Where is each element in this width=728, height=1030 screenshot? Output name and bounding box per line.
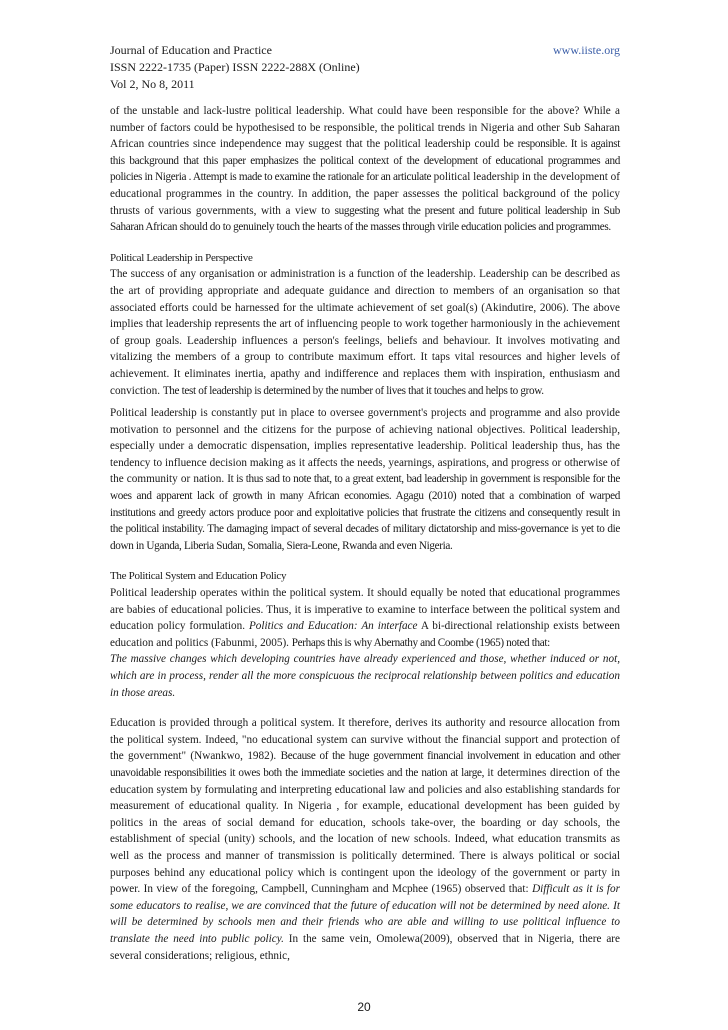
section-heading-political-system: The Political System and Education Policy: [110, 570, 287, 583]
text-education-provided: Education is provided through a political system. It therefore, derives its authority and resource allocation from the political system. Indeed, "no educational system can survive without the financial support and protection of the government" (Nwankwo, 1982).: [110, 717, 620, 763]
text-leadership-test: The test of leadership is determined by the number of lives that it touches and helps to grow.: [162, 384, 544, 397]
paragraph-education-political-system: [110, 715, 620, 964]
text-political-system: Political leadership operates within the political system. It should equally be noted that educational programmes are babies of educational policies. Thus, it is imperative to examine to interface between the political system and education policy formulation.: [110, 587, 620, 633]
journal-volume: Vol 2, No 8, 2011: [110, 77, 195, 91]
paragraph-leadership-success: [110, 266, 620, 399]
intro-paragraph: [110, 103, 620, 236]
journal-issn: ISSN 2222-1735 (Paper) ISSN 2222-288X (Online): [110, 60, 360, 74]
intro-text-4: suggesting what the present and future political leadership in Sub Saharan African should do to genuinely touch the hearts of the masses through virile education policies and programmes.: [110, 204, 620, 234]
intro-text-2: responsible. It is against this background that this paper emphasizes the political context of the development of educational programmes and policies in Nigeria . Attempt is made to examine the rationale for an articulate: [110, 138, 620, 184]
text-campbell-quote: Difficult as it is for some educators to realise, we are convinced that the future of education will not be determined by need alone. It will be determined by schools men and their friends who are able and willing to use political influence to translate the need into public policy.: [110, 883, 620, 945]
page-number: 20: [357, 1000, 371, 1014]
text-politics-education-interface: Politics and Education: An interface: [248, 620, 418, 633]
journal-url-link[interactable]: www.iiste.org: [553, 43, 620, 57]
paragraph-political-system: [110, 585, 620, 651]
section-heading-political-leadership: Political Leadership in Perspective: [110, 251, 253, 264]
text-omolewa: In the same vein, Omolewa(2009), observed that in Nigeria, there are several considerations; religious, ethnic,: [110, 932, 621, 962]
journal-header: [110, 42, 620, 93]
text-education-direction: it determines direction of the education system by formulating and interpreting educational law and policies and also establishing standards for measurement of educational quality. In Nigeria , for example, educational development has been guided by politics in the areas of social demand for education, schools take-over, the boarding or day schools, the establishment of special (unity) schools, and the location of new schools. Indeed, what education transmits as well as the process and manner of transmission is politically determined. There is always political or social purposes behind any educational policy which is contingent upon the ideology of the government or party in power. In view of the foregoing, Campbell, Cunningham and Mcphee (1965) observed that:: [110, 766, 620, 896]
intro-text-1: of the unstable and lack-lustre political leadership. What could have been responsible for the above? While a number of factors could be hypothesised to be responsible, the political trends in Nigeria and other Sub Saharan African countries since independence may suggest that the political leadership could be: [110, 105, 620, 151]
text-political-leadership: Political leadership is constantly put in place to oversee government's projects and programme and also provide motivation to personnel and the citizens for the purpose of achieving national objectives. Political leadership, especially under a democratic dispensation, implies representative leadership. Political leadership thus, has the tendency to influence decision making as it affects the needs, yearnings, aspirations, and progress or otherwise of the community or nation.: [110, 407, 620, 486]
text-leadership-success: The success of any organisation or administration is a function of the leadership. Leadership can be described as the art of providing appropriate and adequate guidance and direction to members of an organisation so that associated efforts could be harnessed for the ultimate achievement of set goal(s) (Akindutire, 2006). The above implies that leadership represents the art of influencing people to work together harmoniously in the achievement of group goals. Leadership influences a person's feelings, beliefs and behaviour. It involves motivating and vitalizing the members of a group to contribute maximum effort. It taps vital resources and higher levels of achievement. It eliminates inertia, apathy and indifference and replaces them with inspiration, enthusiasm and conviction.: [110, 268, 620, 397]
text-abernathy: Perhaps this is why Abernathy and Coombe (1965) noted that:: [291, 636, 550, 649]
intro-text-3: political leadership in the development of educational programmes in the country. In addition, the paper assesses the political background of the policy thrusts of various governments, with a view to: [110, 171, 620, 217]
text-government-involvement: Because of the huge government financial involvement in education and other unavoidable responsibilities it owes both the immediate societies and the nation at large,: [110, 750, 620, 779]
block-quote: The massive changes which developing countries have already experienced and those, whether induced or not, which are in process, render all the more conspicuous the reciprocal relationship between politics and education in those areas.: [110, 653, 620, 699]
text-bidirectional: A bi-directional relationship exists between education and politics (Fabunmi, 2005).: [110, 620, 620, 649]
text-bad-leadership: It is thus sad to note that, to a great extent, bad leadership in government is responsible for the woes and apparent lack of growth in many African economies. Agagu (2010) noted that a combination of warped institutions and greedy actors produce poor and exploitative policies that frustrate the citizens and consequently result in the political instability. The damaging impact of several decades of military dictatorship and miss-governance is yet to die down in Uganda, Liberia Sudan, Somalia, Siera-Leone, Rwanda and even Nigeria.: [110, 473, 620, 552]
page-body: [110, 42, 620, 964]
journal-title: Journal of Education and Practice: [110, 43, 272, 57]
paragraph-political-leadership: [110, 405, 620, 554]
